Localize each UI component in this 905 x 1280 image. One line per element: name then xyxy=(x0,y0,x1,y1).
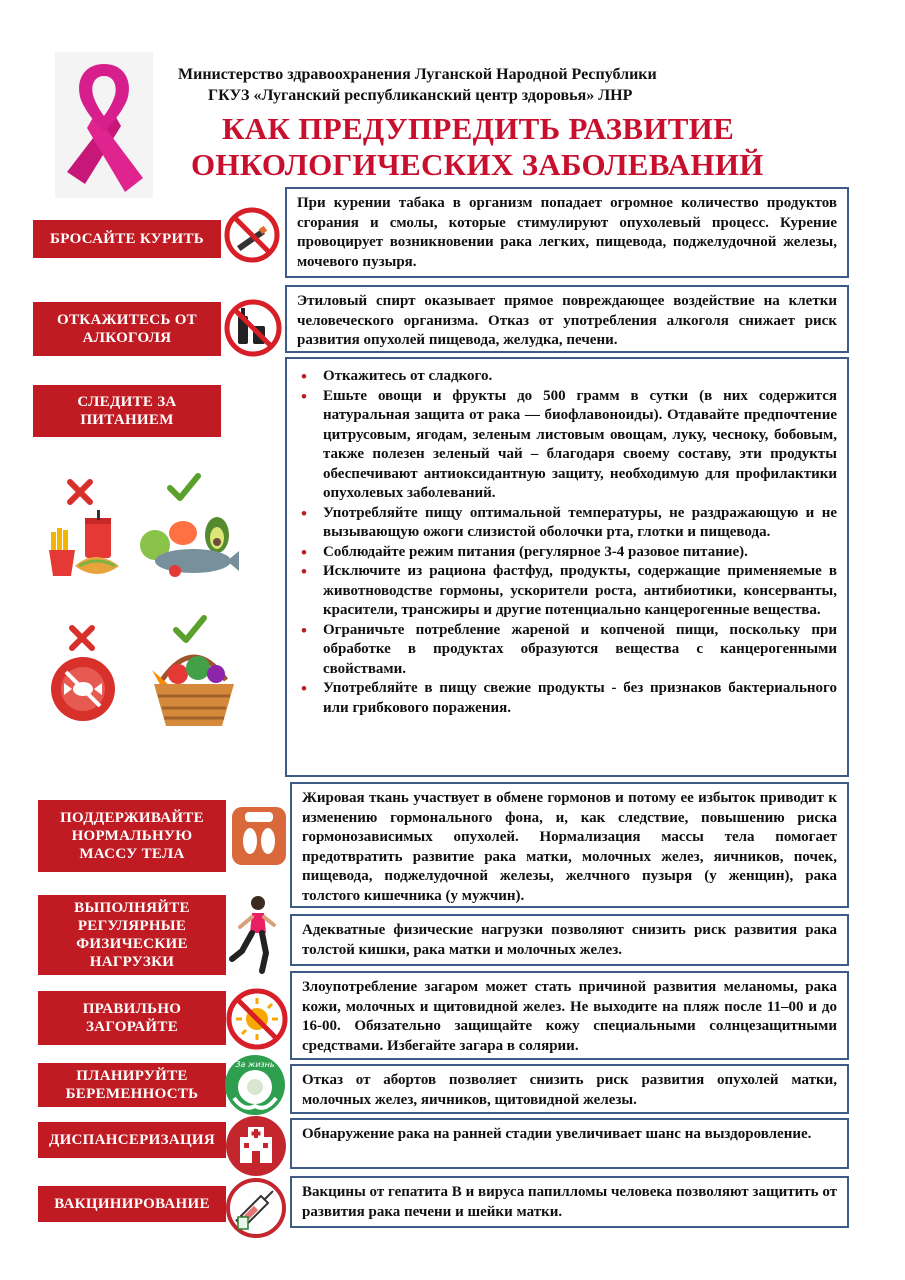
text-exercise: Адекватные физические нагрузки позволяют снизить риск развития рака толстой кишки, рака матки и молочных желез. xyxy=(290,914,849,966)
nutrition-item: • Соблюдайте режим питания (регулярное 3-4 разовое питание). xyxy=(323,543,837,563)
hospital-icon xyxy=(224,1115,288,1177)
label-vaccination: ВАКЦИНИРОВАНИЕ xyxy=(38,1186,226,1222)
label-tanning: ПРАВИЛЬНО ЗАГОРАЙТЕ xyxy=(38,991,226,1045)
cross-mark-icon xyxy=(66,478,94,506)
check-mark-icon xyxy=(166,470,202,504)
label-nutrition: СЛЕДИТЕ ЗА ПИТАНИЕМ xyxy=(33,385,221,437)
text-smoking: При курении табака в организм попадает огромное количество продуктов сгорания и смолы, которые стимулируют опухолевый процесс. Курение провоцирует возникновении рака легких, пищевода, поджелудочной железы, мочевого пузыря. xyxy=(285,187,849,278)
nutrition-item: • Употребляйте в пищу свежие продукты - без признаков бактериального или грибкового поражения. xyxy=(323,679,837,718)
text-checkup: Обнаружение рака на ранней стадии увеличивает шанс на выздоровление. xyxy=(290,1118,849,1169)
fastfood-icon xyxy=(45,510,125,585)
label-alcohol: ОТКАЖИТЕСЬ ОТ АЛКОГОЛЯ xyxy=(33,302,221,356)
ministry-title: Министерство здравоохранения Луганской Народной Республики xyxy=(178,66,657,83)
text-tanning: Злоупотребление загаром может стать причиной развития меланомы, рака кожи, молочных и щитовидной желез. Не выходите на пляж после 11–00 и до 16-00. Обязательно защищайте кожу специальными солнцезащитными средствами. Избегайте загара в солярии. xyxy=(290,971,849,1060)
za-zhizn-icon xyxy=(224,1054,286,1116)
label-smoking: БРОСАЙТЕ КУРИТЬ xyxy=(33,220,221,258)
nutrition-item: • Откажитесь от сладкого. xyxy=(323,367,837,387)
scales-icon xyxy=(230,805,288,867)
cross-mark-icon xyxy=(68,624,96,652)
no-smoking-icon xyxy=(224,207,280,263)
text-weight: Жировая ткань участвует в обмене гормонов и потому ее избыток приводит к изменению гормонального фона, и, как следствие, повышению риска гормонозависимых опухолей. Нормализация массы тела помогает предотвратить развитие рака матки, молочных желез, яичников, почек, пищевода, поджелудочной железы, желчного пузыря (у женщин), рака толстого кишечника (у мужчин). xyxy=(290,782,849,908)
center-title: ГКУЗ «Луганский республиканский центр здоровья» ЛНР xyxy=(208,87,633,104)
text-pregnancy: Отказ от абортов позволяет снизить риск развития опухолей матки, молочных желез, яичников, щитовидной железы. xyxy=(290,1064,849,1114)
text-alcohol: Этиловый спирт оказывает прямое повреждающее воздействие на клетки человеческого организма. Отказ от употребления алкоголя снижает риск развития опухолей пищевода, желудка, печени. xyxy=(285,285,849,353)
nutrition-item: • Ограничьте потребление жареной и копченой пищи, поскольку при обработке в продуктах образуются вещества с канцерогенными свойствами. xyxy=(323,621,837,680)
no-alcohol-icon xyxy=(223,298,283,358)
page-title-line2: ОНКОЛОГИЧЕСКИХ ЗАБОЛЕВАНИЙ xyxy=(191,147,764,182)
awareness-ribbon-icon xyxy=(55,52,153,198)
syringe-icon xyxy=(224,1177,288,1239)
nutrition-item: • Исключите из рациона фастфуд, продукты, содержащие применяемые в животноводстве гормоны, ускорители роста, антибиотики, консерванты, красители, трансжиры и другие потенциально канцерогенные вещества. xyxy=(323,562,837,621)
label-pregnancy: ПЛАНИРУЙТЕ БЕРЕМЕННОСТЬ xyxy=(38,1063,226,1107)
text-vaccination: Вакцины от гепатита В и вируса папилломы человека позволяют защитить от развития рака печени и шейки матки. xyxy=(290,1176,849,1228)
healthy-food-icon xyxy=(135,505,240,585)
svg-text:За жизнь: За жизнь xyxy=(235,1060,275,1069)
label-exercise: ВЫПОЛНЯЙТЕ РЕГУЛЯРНЫЕ ФИЗИЧЕСКИЕ НАГРУЗКИ xyxy=(38,895,226,975)
no-sun-icon xyxy=(226,988,288,1050)
runner-icon xyxy=(228,893,278,975)
nutrition-item: • Ешьте овощи и фрукты до 500 грамм в сутки (в них содержится натуральная защита от рака — биофлавоноиды). Отдавайте предпочтение цитрусовым, ягодам, зеленым листовым овощам, луку, чесноку, бобовым, также полезен зеленый чай – благодаря своему составу, эти продукты обеспечивают антиоксидантную защиту, необходимую для профилактики опухолевых заболеваний. xyxy=(323,387,837,504)
page-title-line1: КАК ПРЕДУПРЕДИТЬ РАЗВИТИЕ xyxy=(222,111,735,146)
text-nutrition xyxy=(285,357,849,777)
no-sweets-icon xyxy=(50,656,116,722)
label-weight: ПОДДЕРЖИВАЙТЕ НОРМАЛЬНУЮ МАССУ ТЕЛА xyxy=(38,800,226,872)
vegetable-basket-icon xyxy=(148,640,240,730)
nutrition-item: • Употребляйте пищу оптимальной температуры, не раздражающую и не вызывающую ожоги слизистой оболочки рта, глотки и пищевода. xyxy=(323,504,837,543)
label-checkup: ДИСПАНСЕРИЗАЦИЯ xyxy=(38,1122,226,1158)
